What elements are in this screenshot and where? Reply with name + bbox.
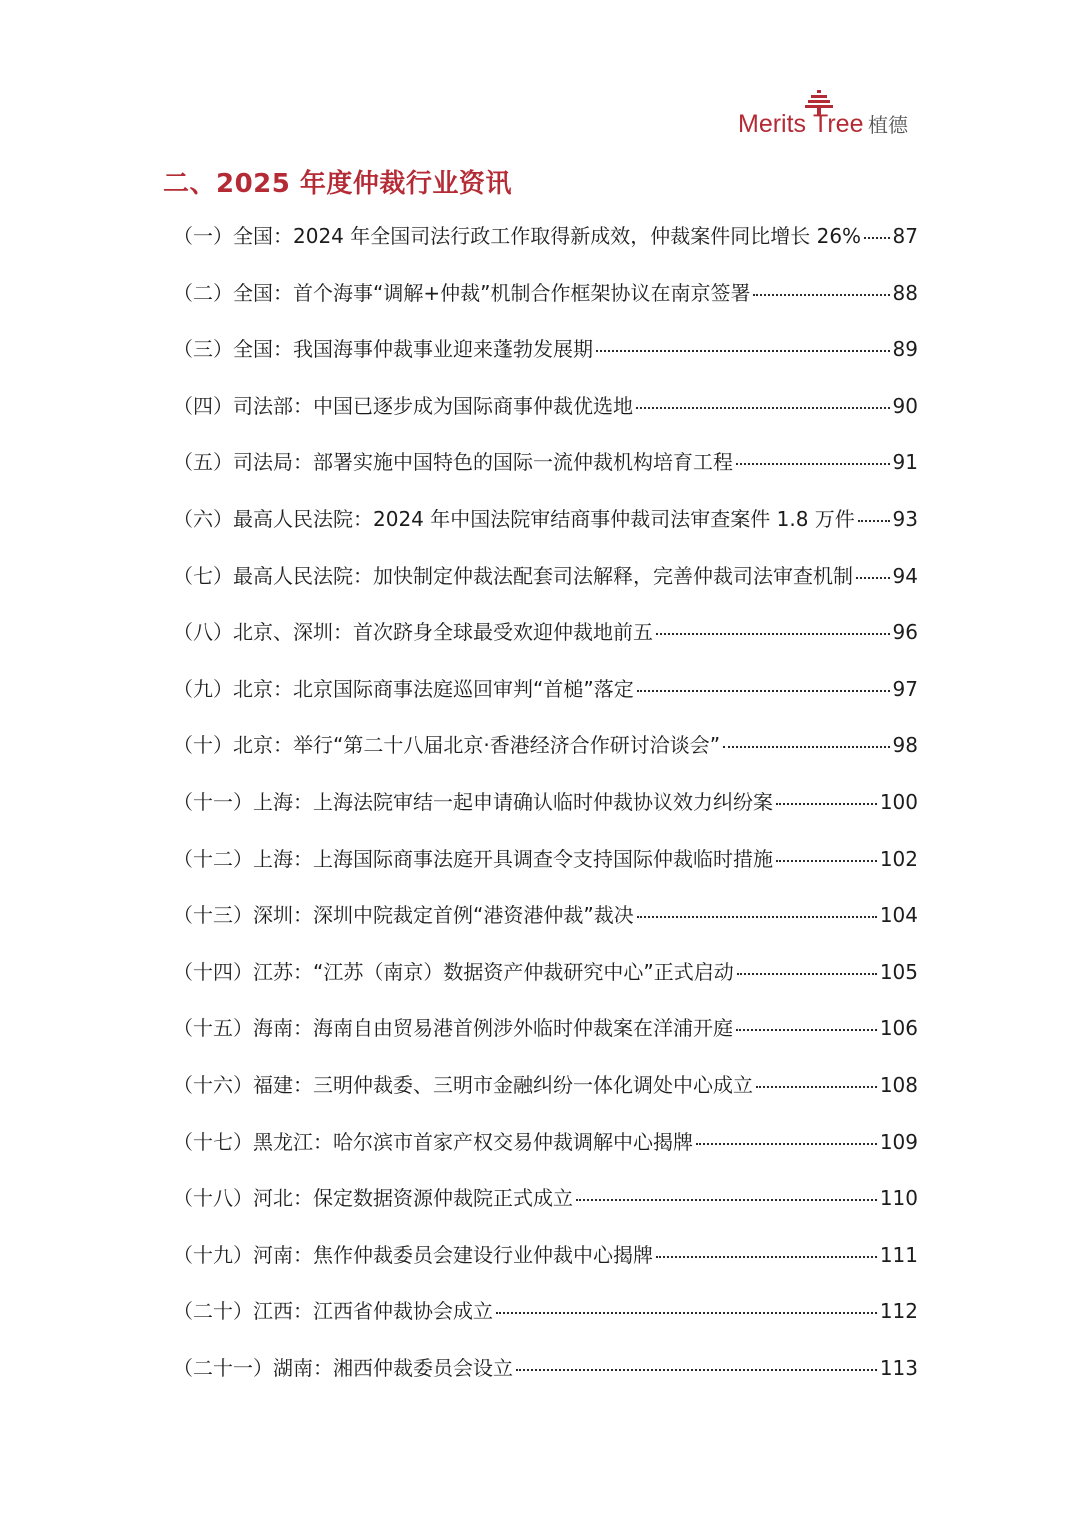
meritstree-logo (738, 88, 918, 140)
toc-dot-leader (723, 746, 889, 748)
toc-entry-title: （三）全国：我国海事仲裁事业迎来蓬勃发展期 (173, 337, 593, 362)
toc-entry[interactable] (173, 1012, 918, 1069)
toc-entry-title: （十六）福建：三明仲裁委、三明市金融纠纷一体化调处中心成立 (173, 1072, 753, 1097)
toc-entry-title: （十三）深圳：深圳中院裁定首例“港资港仲裁”裁决 (173, 903, 634, 928)
toc-dot-leader (596, 350, 890, 352)
toc-dot-leader (636, 407, 890, 409)
toc-dot-leader (637, 690, 890, 692)
toc-dot-leader (753, 294, 889, 296)
toc-entry-title: （二）全国：首个海事“调解+仲裁”机制合作框架协议在南京签署 (173, 280, 751, 305)
toc-dot-leader (576, 1199, 877, 1201)
toc-entry-title: （十二）上海：上海国际商事法庭开具调查令支持国际仲裁临时措施 (173, 846, 773, 871)
toc-entry-title: （十八）河北：保定数据资源仲裁院正式成立 (173, 1186, 573, 1211)
toc-page-number: 100 (879, 789, 918, 814)
toc-page-number: 106 (879, 1016, 918, 1041)
toc-entry[interactable] (173, 333, 918, 390)
toc-page-number: 113 (879, 1355, 918, 1380)
toc-dot-leader (637, 916, 877, 918)
toc-dot-leader (496, 1312, 877, 1314)
toc-entry-title: （七）最高人民法院：加快制定仲裁法配套司法解释，完善仲裁司法审查机制 (173, 563, 853, 588)
toc-page-number: 93 (892, 506, 918, 531)
toc-entry[interactable] (173, 899, 918, 956)
toc-page-number: 91 (892, 450, 918, 475)
toc-entry[interactable] (173, 1295, 918, 1352)
toc-page-number: 112 (879, 1299, 918, 1324)
toc-entry[interactable] (173, 390, 918, 447)
toc-page-number: 90 (892, 393, 918, 418)
toc-entry-title: （四）司法部：中国已逐步成为国际商事仲裁优选地 (173, 393, 633, 418)
toc-dot-leader (776, 860, 877, 862)
toc-page-number: 109 (879, 1129, 918, 1154)
toc-dot-leader (864, 237, 889, 239)
toc-entry[interactable] (173, 1182, 918, 1239)
toc-entry-title: （十七）黑龙江：哈尔滨市首家产权交易仲裁调解中心揭牌 (173, 1129, 693, 1154)
toc-entry[interactable] (173, 1069, 918, 1126)
toc-page-number: 111 (879, 1242, 918, 1267)
toc-page-number: 94 (892, 563, 918, 588)
toc-dot-leader (656, 1256, 877, 1258)
toc-entry-title: （十四）江苏：“江苏（南京）数据资产仲裁研究中心”正式启动 (173, 959, 734, 984)
toc-entry[interactable] (173, 446, 918, 503)
meritstree-logo-image (738, 88, 918, 140)
toc-dot-leader (756, 1086, 877, 1088)
toc-entry[interactable] (173, 220, 918, 277)
toc-entry-title: （一）全国：2024 年全国司法行政工作取得新成效，仲裁案件同比增长 26% (173, 224, 862, 248)
toc-entry[interactable] (173, 956, 918, 1013)
toc-dot-leader (858, 520, 890, 522)
toc-dot-leader (696, 1143, 877, 1145)
toc-entry[interactable] (173, 1239, 918, 1296)
toc-entry-title: （二十）江西：江西省仲裁协会成立 (173, 1299, 493, 1324)
table-of-contents (173, 220, 918, 1408)
toc-entry[interactable] (173, 503, 918, 560)
toc-entry-title: （九）北京：北京国际商事法庭巡回审判“首槌”落定 (173, 676, 634, 701)
svg-text:Merits: Merits (738, 110, 807, 138)
toc-entry[interactable] (173, 560, 918, 617)
toc-page-number: 88 (892, 280, 918, 305)
toc-entry-title: （五）司法局：部署实施中国特色的国际一流仲裁机构培育工程 (173, 450, 733, 475)
toc-dot-leader (736, 463, 890, 465)
toc-page-number: 104 (879, 903, 918, 928)
toc-entry[interactable] (173, 277, 918, 334)
toc-page-number: 96 (892, 620, 918, 645)
toc-entry[interactable] (173, 1126, 918, 1183)
toc-page-number: 102 (879, 846, 918, 871)
svg-text:植德: 植德 (868, 113, 908, 137)
svg-text:Tree: Tree (813, 110, 864, 138)
toc-entry-title: （十九）河南：焦作仲裁委员会建设行业仲裁中心揭牌 (173, 1242, 653, 1267)
toc-page-number: 89 (892, 337, 918, 362)
toc-dot-leader (737, 973, 877, 975)
toc-entry[interactable] (173, 729, 918, 786)
toc-dot-leader (776, 803, 877, 805)
toc-entry-title: （二十一）湖南：湘西仲裁委员会设立 (173, 1355, 513, 1380)
toc-entry-title: （十五）海南：海南自由贸易港首例涉外临时仲裁案在洋浦开庭 (173, 1016, 733, 1041)
section-title: 二、2025 年度仲裁行业资讯 (163, 169, 512, 199)
toc-entry[interactable] (173, 616, 918, 673)
toc-dot-leader (656, 633, 890, 635)
toc-entry[interactable] (173, 1352, 918, 1409)
toc-page-number: 87 (892, 224, 918, 248)
toc-entry[interactable] (173, 673, 918, 730)
toc-entry[interactable] (173, 843, 918, 900)
toc-page-number: 97 (892, 676, 918, 701)
toc-page-number: 98 (892, 733, 918, 758)
toc-entry-title: （八）北京、深圳：首次跻身全球最受欢迎仲裁地前五 (173, 620, 653, 645)
toc-entry-title: （六）最高人民法院：2024 年中国法院审结商事仲裁司法审查案件 1.8 万件 (173, 506, 855, 531)
toc-entry-title: （十一）上海：上海法院审结一起申请确认临时仲裁协议效力纠纷案 (173, 789, 773, 814)
toc-page-number: 108 (879, 1072, 918, 1097)
toc-dot-leader (736, 1029, 877, 1031)
toc-entry-title: （十）北京：举行“第二十八届北京·香港经济合作研讨洽谈会” (173, 733, 721, 758)
toc-page-number: 105 (879, 959, 918, 984)
toc-dot-leader (856, 577, 890, 579)
toc-entry[interactable] (173, 786, 918, 843)
toc-page-number: 110 (879, 1186, 918, 1211)
toc-dot-leader (516, 1369, 877, 1371)
